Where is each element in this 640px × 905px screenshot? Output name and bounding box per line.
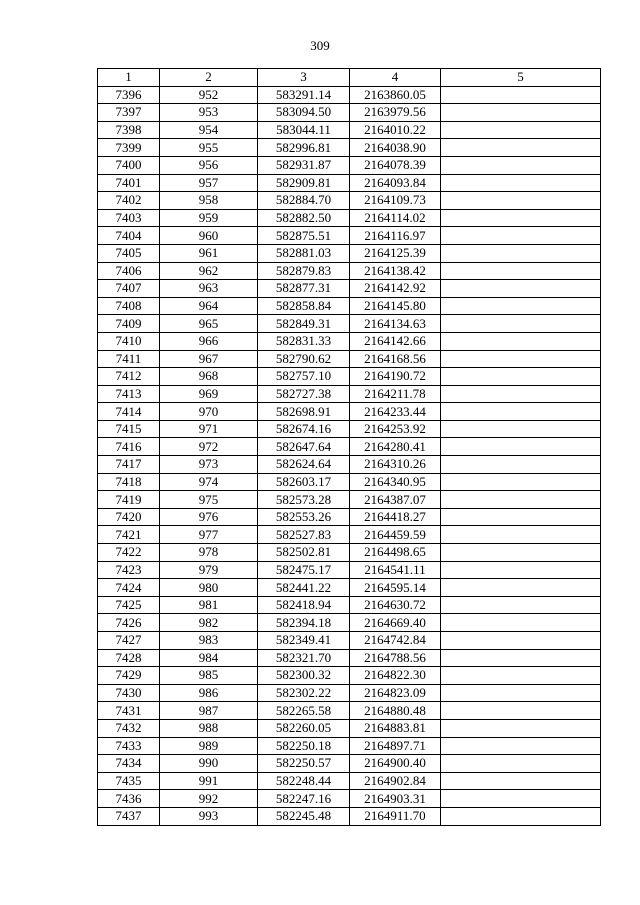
coordinates-table: [97, 68, 601, 826]
table-header: [98, 69, 601, 87]
table-cell-col-4: 2164630.72: [350, 596, 441, 614]
table-cell-col-1: 7399: [98, 139, 160, 157]
table-cell-col-1: 7408: [98, 297, 160, 315]
table-cell-col-2: 973: [160, 456, 258, 474]
table-cell-col-5: [441, 508, 601, 526]
table-cell-col-3: 582475.17: [258, 561, 350, 579]
table-cell-col-2: 961: [160, 244, 258, 262]
column-header-1: 1: [98, 69, 160, 87]
table-row: [98, 544, 601, 562]
table-cell-col-4: 2164280.41: [350, 438, 441, 456]
table-cell-col-5: [441, 192, 601, 210]
table-cell-col-3: 582418.94: [258, 596, 350, 614]
table-cell-col-2: 964: [160, 297, 258, 315]
table-cell-col-4: 2164823.09: [350, 684, 441, 702]
table-row: [98, 807, 601, 825]
table-cell-col-5: [441, 244, 601, 262]
table-cell-col-1: 7428: [98, 649, 160, 667]
table-cell-col-2: 970: [160, 403, 258, 421]
table-row: [98, 156, 601, 174]
table-cell-col-3: 582265.58: [258, 702, 350, 720]
table-cell-col-1: 7432: [98, 719, 160, 737]
table-row: [98, 244, 601, 262]
table-cell-col-2: 971: [160, 420, 258, 438]
table-cell-col-3: 582996.81: [258, 139, 350, 157]
table-row: [98, 209, 601, 227]
table-cell-col-1: 7420: [98, 508, 160, 526]
table-cell-col-2: 954: [160, 121, 258, 139]
table-cell-col-3: 582858.84: [258, 297, 350, 315]
table-row: [98, 456, 601, 474]
table-cell-col-4: 2164897.71: [350, 737, 441, 755]
table-cell-col-2: 978: [160, 544, 258, 562]
table-cell-col-5: [441, 403, 601, 421]
table-row: [98, 614, 601, 632]
table-cell-col-4: 2164883.81: [350, 719, 441, 737]
table-cell-col-2: 962: [160, 262, 258, 280]
table-cell-col-4: 2164387.07: [350, 491, 441, 509]
table-cell-col-4: 2164142.66: [350, 332, 441, 350]
table-cell-col-5: [441, 526, 601, 544]
table-row: [98, 139, 601, 157]
table-cell-col-5: [441, 684, 601, 702]
table-cell-col-5: [441, 174, 601, 192]
table-cell-col-1: 7407: [98, 280, 160, 298]
table-row: [98, 297, 601, 315]
table-cell-col-3: 582502.81: [258, 544, 350, 562]
table-row: [98, 174, 601, 192]
table-cell-col-4: 2164125.39: [350, 244, 441, 262]
table-cell-col-1: 7423: [98, 561, 160, 579]
table-cell-col-4: 2164093.84: [350, 174, 441, 192]
table-cell-col-2: 956: [160, 156, 258, 174]
table-cell-col-2: 980: [160, 579, 258, 597]
table-cell-col-1: 7412: [98, 368, 160, 386]
table-cell-col-2: 952: [160, 86, 258, 104]
table-cell-col-1: 7415: [98, 420, 160, 438]
table-cell-col-3: 583044.11: [258, 121, 350, 139]
table-row: [98, 632, 601, 650]
table-cell-col-4: 2164168.56: [350, 350, 441, 368]
table-body: [98, 86, 601, 825]
table-cell-col-2: 981: [160, 596, 258, 614]
table-cell-col-2: 967: [160, 350, 258, 368]
table-row: [98, 385, 601, 403]
table-cell-col-1: 7400: [98, 156, 160, 174]
table-cell-col-3: 582757.10: [258, 368, 350, 386]
table-cell-col-3: 582881.03: [258, 244, 350, 262]
table-cell-col-5: [441, 86, 601, 104]
table-cell-col-5: [441, 579, 601, 597]
table-cell-col-2: 988: [160, 719, 258, 737]
table-cell-col-1: 7419: [98, 491, 160, 509]
table-cell-col-1: 7424: [98, 579, 160, 597]
table-cell-col-4: 2164742.84: [350, 632, 441, 650]
column-header-2: 2: [160, 69, 258, 87]
table-cell-col-4: 2164902.84: [350, 772, 441, 790]
table-row: [98, 438, 601, 456]
table-cell-col-3: 582553.26: [258, 508, 350, 526]
table-cell-col-1: 7422: [98, 544, 160, 562]
table-cell-col-2: 976: [160, 508, 258, 526]
table-row: [98, 579, 601, 597]
table-row: [98, 772, 601, 790]
table-row: [98, 755, 601, 773]
table-cell-col-5: [441, 649, 601, 667]
table-cell-col-3: 582250.57: [258, 755, 350, 773]
table-row: [98, 491, 601, 509]
table-cell-col-1: 7417: [98, 456, 160, 474]
table-cell-col-2: 955: [160, 139, 258, 157]
table-cell-col-1: 7431: [98, 702, 160, 720]
table-cell-col-2: 989: [160, 737, 258, 755]
table-cell-col-2: 966: [160, 332, 258, 350]
table-cell-col-5: [441, 719, 601, 737]
table-cell-col-1: 7437: [98, 807, 160, 825]
table-cell-col-5: [441, 297, 601, 315]
table-cell-col-2: 972: [160, 438, 258, 456]
table-cell-col-4: 2164109.73: [350, 192, 441, 210]
table-cell-col-1: 7396: [98, 86, 160, 104]
table-cell-col-1: 7411: [98, 350, 160, 368]
table-cell-col-2: 991: [160, 772, 258, 790]
table-row: [98, 262, 601, 280]
table-cell-col-2: 979: [160, 561, 258, 579]
table-cell-col-1: 7433: [98, 737, 160, 755]
table-row: [98, 368, 601, 386]
table-cell-col-4: 2164145.80: [350, 297, 441, 315]
table-cell-col-5: [441, 280, 601, 298]
table-cell-col-3: 582727.38: [258, 385, 350, 403]
table-row: [98, 649, 601, 667]
table-cell-col-1: 7434: [98, 755, 160, 773]
table-cell-col-1: 7398: [98, 121, 160, 139]
table-row: [98, 315, 601, 333]
table-cell-col-3: 583291.14: [258, 86, 350, 104]
table-cell-col-5: [441, 632, 601, 650]
table-cell-col-4: 2164142.92: [350, 280, 441, 298]
table-cell-col-3: 582441.22: [258, 579, 350, 597]
table-cell-col-3: 582624.64: [258, 456, 350, 474]
table-cell-col-2: 977: [160, 526, 258, 544]
table-cell-col-4: 2164253.92: [350, 420, 441, 438]
table-cell-col-3: 582250.18: [258, 737, 350, 755]
table-cell-col-2: 959: [160, 209, 258, 227]
table-cell-col-2: 963: [160, 280, 258, 298]
table-cell-col-4: 2164233.44: [350, 403, 441, 421]
table-cell-col-3: 582300.32: [258, 667, 350, 685]
table-cell-col-1: 7397: [98, 104, 160, 122]
table-cell-col-1: 7421: [98, 526, 160, 544]
table-cell-col-1: 7404: [98, 227, 160, 245]
table-cell-col-5: [441, 807, 601, 825]
table-cell-col-2: 985: [160, 667, 258, 685]
table-cell-col-5: [441, 121, 601, 139]
table-cell-col-5: [441, 227, 601, 245]
table-cell-col-3: 582603.17: [258, 473, 350, 491]
table-cell-col-3: 582790.62: [258, 350, 350, 368]
table-cell-col-1: 7416: [98, 438, 160, 456]
table-cell-col-5: [441, 368, 601, 386]
table-cell-col-1: 7418: [98, 473, 160, 491]
table-cell-col-2: 990: [160, 755, 258, 773]
header-row: [98, 69, 601, 87]
column-header-3: 3: [258, 69, 350, 87]
table-cell-col-4: 2164880.48: [350, 702, 441, 720]
table-cell-col-2: 982: [160, 614, 258, 632]
table-cell-col-3: 582875.51: [258, 227, 350, 245]
table-cell-col-2: 965: [160, 315, 258, 333]
table-cell-col-2: 992: [160, 790, 258, 808]
table-cell-col-5: [441, 667, 601, 685]
table-cell-col-4: 2164114.02: [350, 209, 441, 227]
table-cell-col-2: 984: [160, 649, 258, 667]
table-row: [98, 790, 601, 808]
table-cell-col-3: 582698.91: [258, 403, 350, 421]
table-cell-col-5: [441, 385, 601, 403]
table-row: [98, 332, 601, 350]
table-row: [98, 667, 601, 685]
table-cell-col-4: 2163979.56: [350, 104, 441, 122]
table-cell-col-5: [441, 350, 601, 368]
column-header-5: 5: [441, 69, 601, 87]
table-cell-col-5: [441, 420, 601, 438]
table-cell-col-1: 7410: [98, 332, 160, 350]
table-row: [98, 684, 601, 702]
table-cell-col-1: 7435: [98, 772, 160, 790]
table-row: [98, 350, 601, 368]
table-cell-col-1: 7406: [98, 262, 160, 280]
table-cell-col-2: 986: [160, 684, 258, 702]
table-cell-col-5: [441, 456, 601, 474]
table-cell-col-3: 582884.70: [258, 192, 350, 210]
table-cell-col-4: 2164822.30: [350, 667, 441, 685]
table-row: [98, 473, 601, 491]
table-cell-col-5: [441, 772, 601, 790]
table-cell-col-3: 582349.41: [258, 632, 350, 650]
table-cell-col-1: 7425: [98, 596, 160, 614]
table-cell-col-4: 2164595.14: [350, 579, 441, 597]
table-cell-col-5: [441, 755, 601, 773]
table-row: [98, 403, 601, 421]
table-row: [98, 561, 601, 579]
table-row: [98, 737, 601, 755]
table-cell-col-5: [441, 104, 601, 122]
table-cell-col-4: 2164078.39: [350, 156, 441, 174]
table-cell-col-5: [441, 596, 601, 614]
table-cell-col-5: [441, 139, 601, 157]
table-cell-col-3: 582573.28: [258, 491, 350, 509]
column-header-4: 4: [350, 69, 441, 87]
table-cell-col-5: [441, 544, 601, 562]
table-cell-col-1: 7427: [98, 632, 160, 650]
table-cell-col-1: 7409: [98, 315, 160, 333]
table-cell-col-1: 7401: [98, 174, 160, 192]
table-cell-col-4: 2164138.42: [350, 262, 441, 280]
table-cell-col-1: 7430: [98, 684, 160, 702]
table-row: [98, 702, 601, 720]
table-cell-col-2: 953: [160, 104, 258, 122]
table-row: [98, 227, 601, 245]
table-cell-col-3: 583094.50: [258, 104, 350, 122]
table-cell-col-1: 7426: [98, 614, 160, 632]
table-cell-col-4: 2163860.05: [350, 86, 441, 104]
table-row: [98, 86, 601, 104]
table-cell-col-4: 2164541.11: [350, 561, 441, 579]
table-cell-col-5: [441, 737, 601, 755]
table-cell-col-4: 2164190.72: [350, 368, 441, 386]
table-cell-col-2: 974: [160, 473, 258, 491]
table-cell-col-4: 2164498.65: [350, 544, 441, 562]
table-cell-col-1: 7436: [98, 790, 160, 808]
table-cell-col-3: 582879.83: [258, 262, 350, 280]
table-row: [98, 508, 601, 526]
table-cell-col-5: [441, 438, 601, 456]
table-cell-col-4: 2164788.56: [350, 649, 441, 667]
table-cell-col-4: 2164038.90: [350, 139, 441, 157]
table-cell-col-1: 7405: [98, 244, 160, 262]
table-cell-col-1: 7414: [98, 403, 160, 421]
table-cell-col-1: 7403: [98, 209, 160, 227]
table-cell-col-5: [441, 332, 601, 350]
table-cell-col-4: 2164903.31: [350, 790, 441, 808]
table-cell-col-4: 2164669.40: [350, 614, 441, 632]
table-row: [98, 280, 601, 298]
table-cell-col-3: 582394.18: [258, 614, 350, 632]
table-cell-col-2: 958: [160, 192, 258, 210]
table-cell-col-2: 987: [160, 702, 258, 720]
table-cell-col-3: 582877.31: [258, 280, 350, 298]
table-cell-col-5: [441, 491, 601, 509]
table-cell-col-2: 993: [160, 807, 258, 825]
table-cell-col-3: 582260.05: [258, 719, 350, 737]
table-cell-col-3: 582248.44: [258, 772, 350, 790]
table-row: [98, 192, 601, 210]
table-cell-col-1: 7429: [98, 667, 160, 685]
table-cell-col-3: 582909.81: [258, 174, 350, 192]
table-cell-col-3: 582647.64: [258, 438, 350, 456]
table-cell-col-1: 7413: [98, 385, 160, 403]
table-cell-col-2: 968: [160, 368, 258, 386]
table-cell-col-3: 582321.70: [258, 649, 350, 667]
table-cell-col-4: 2164459.59: [350, 526, 441, 544]
table-row: [98, 104, 601, 122]
table-cell-col-2: 983: [160, 632, 258, 650]
table-cell-col-3: 582302.22: [258, 684, 350, 702]
table-cell-col-3: 582527.83: [258, 526, 350, 544]
table-cell-col-3: 582931.87: [258, 156, 350, 174]
table-cell-col-2: 969: [160, 385, 258, 403]
table-cell-col-4: 2164010.22: [350, 121, 441, 139]
table-cell-col-5: [441, 315, 601, 333]
table-cell-col-2: 957: [160, 174, 258, 192]
table-cell-col-3: 582831.33: [258, 332, 350, 350]
table-cell-col-4: 2164911.70: [350, 807, 441, 825]
table-cell-col-5: [441, 209, 601, 227]
table-cell-col-1: 7402: [98, 192, 160, 210]
page-number: 309: [310, 38, 330, 53]
table-cell-col-3: 582674.16: [258, 420, 350, 438]
table-cell-col-5: [441, 702, 601, 720]
table-cell-col-5: [441, 561, 601, 579]
table-cell-col-4: 2164116.97: [350, 227, 441, 245]
table-cell-col-5: [441, 156, 601, 174]
table-cell-col-3: 582245.48: [258, 807, 350, 825]
table-cell-col-2: 975: [160, 491, 258, 509]
table-row: [98, 719, 601, 737]
table-cell-col-3: 582247.16: [258, 790, 350, 808]
table-cell-col-4: 2164900.40: [350, 755, 441, 773]
table-cell-col-5: [441, 473, 601, 491]
table-cell-col-4: 2164340.95: [350, 473, 441, 491]
table-cell-col-5: [441, 262, 601, 280]
table-cell-col-4: 2164418.27: [350, 508, 441, 526]
table-cell-col-5: [441, 614, 601, 632]
table-row: [98, 596, 601, 614]
table-cell-col-3: 582882.50: [258, 209, 350, 227]
table-row: [98, 420, 601, 438]
table-cell-col-5: [441, 790, 601, 808]
table-cell-col-4: 2164211.78: [350, 385, 441, 403]
table-row: [98, 121, 601, 139]
table-cell-col-3: 582849.31: [258, 315, 350, 333]
table-cell-col-2: 960: [160, 227, 258, 245]
table-cell-col-4: 2164134.63: [350, 315, 441, 333]
table-cell-col-4: 2164310.26: [350, 456, 441, 474]
table-row: [98, 526, 601, 544]
